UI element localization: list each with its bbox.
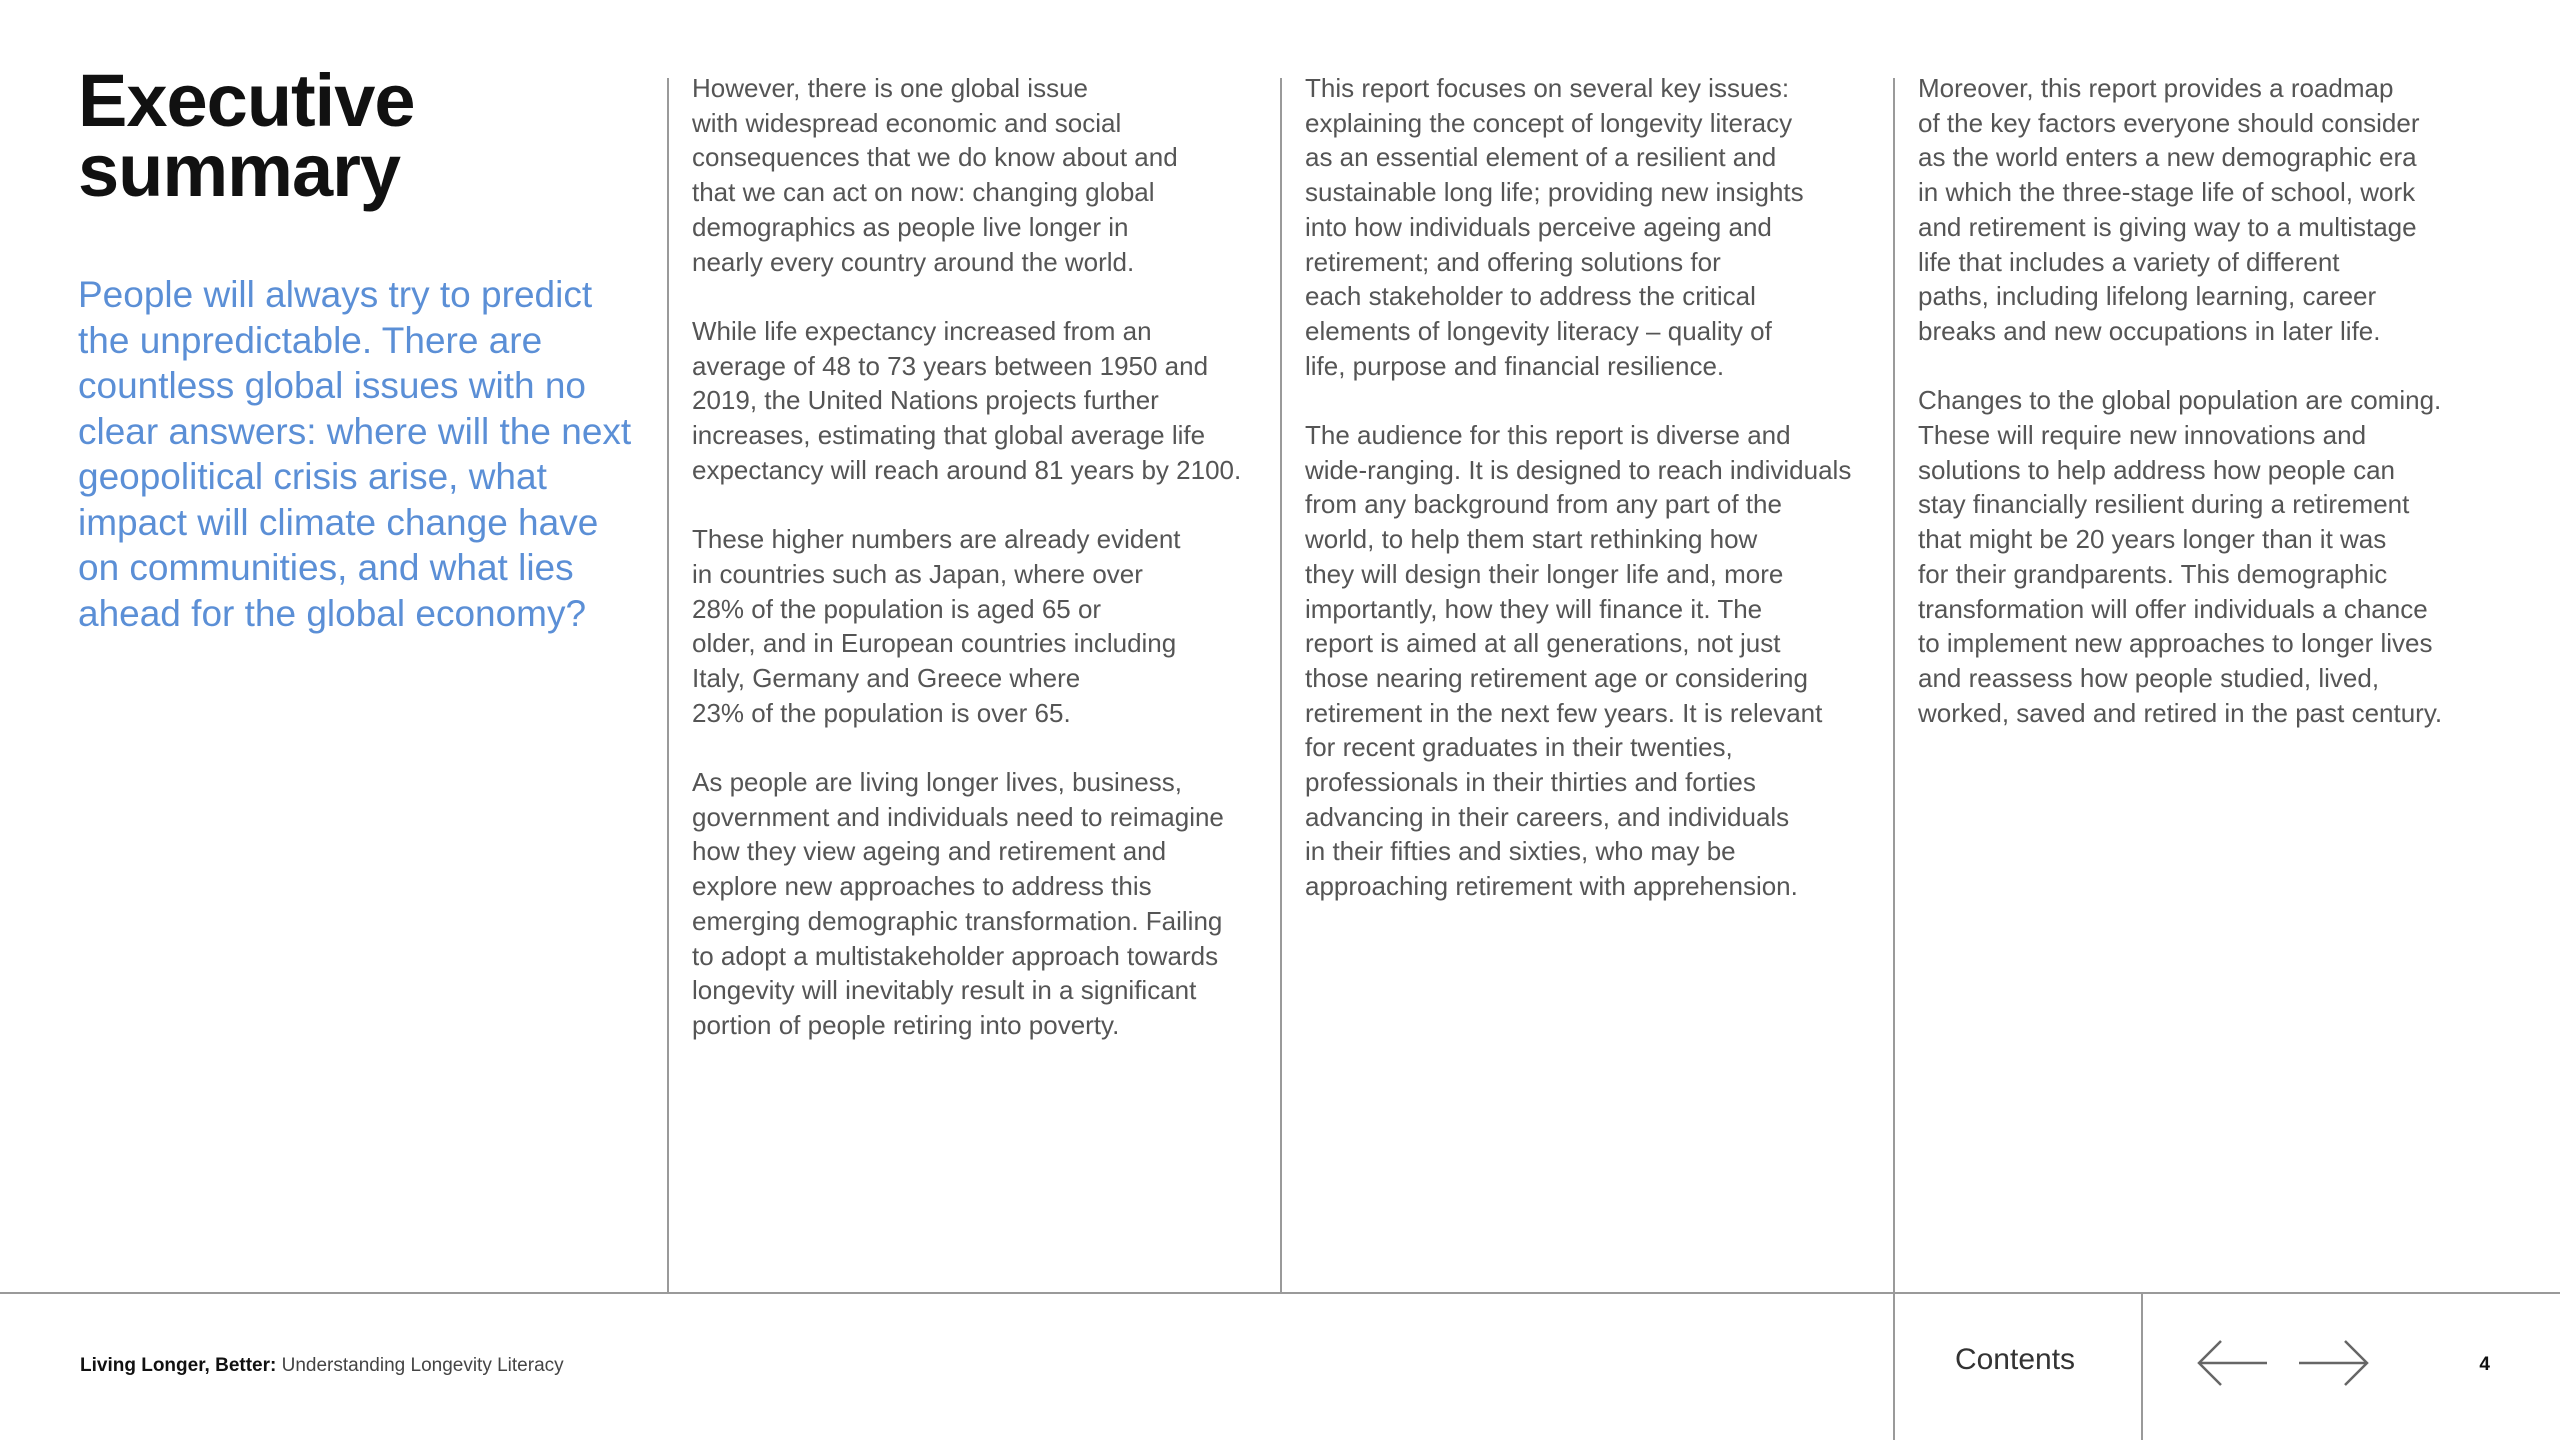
body-paragraph: As people are living longer lives, business, government and individuals need to reimagine how they view ageing and retirement and explore new approaches to address this emerging demographic transformation. Failing to adopt a multistakeholder approach towards longevity will inevitably result in a significant portion of people retiring into poverty. (692, 767, 1224, 1040)
footer-rule (0, 1292, 2560, 1294)
body-paragraph: Changes to the global population are coming. These will require new innovations and solutions to help address how people can stay financially resilient during a retirement that might be 20 years longer than it was for their grandparents. This demographic transformation will offer individuals a chance to implement new approaches to longer lives and reassess how people studied, lived, worked, saved and retired in the past century. (1918, 385, 2443, 728)
footer-divider (2141, 1292, 2143, 1440)
intro-paragraph: People will always try to predict the unpredictable. There are countless global issues with no clear answers: where will the next geopolitical crisis arise, what impact will climate change have on communities, and what lies ahead for the global economy? (78, 274, 632, 634)
left-column (78, 59, 638, 636)
arrow-right-icon[interactable] (2297, 1338, 2369, 1388)
publication-title (80, 1355, 564, 1377)
publication-title-bold: Living Longer, Better: (80, 1355, 277, 1376)
body-paragraph: This report focuses on several key issues: explaining the concept of longevity literacy as an essential element of a resilient and sustainable long life; providing new insights into how individuals perceive ageing and retirement; and offering solutions for each stakeholder to address the critical elements of longevity literacy – quality of life, purpose and financial resilience. (1305, 73, 1804, 381)
body-column-1 (692, 71, 1282, 1077)
body-paragraph: The audience for this report is diverse and wide-ranging. It is designed to reach individuals from any background from any part of the world, to help them start rethinking how they will design their longer life and, more importantly, how they will finance it. The report is aimed at all generations, not just those nearing retirement age or considering retirement in the next few years. It is relevant for recent graduates in their twenties, professionals in their thirties and forties advancing in their careers, and individuals in their fifties and sixties, who may be approaching retirement with apprehension. (1305, 420, 1852, 902)
body-paragraph: While life expectancy increased from an average of 48 to 73 years between 1950 and 2019, the United Nations projects further increases, estimating that global average life expectancy will reach around 81 years by 2100. (692, 315, 1242, 485)
contents-link[interactable]: Contents (1954, 1343, 2076, 1376)
body-paragraph: Moreover, this report provides a roadmap of the key factors everyone should consider as the world enters a new demographic era in which the three-stage life of school, work and retirement is giving way to a multistage life that includes a variety of different paths, including lifelong learning, career breaks and new occupations in later life. (1918, 73, 2420, 346)
page-title-line-2: summary (78, 129, 401, 212)
body-column-2 (1305, 71, 1895, 939)
arrow-left-icon[interactable] (2197, 1338, 2269, 1388)
body-paragraph: However, there is one global issue with widespread economic and social consequences that we do know about and that we can act on now: changing global demographics as people live longer in nearly every country around the world. (692, 73, 1178, 277)
body-paragraph: These higher numbers are already evident in countries such as Japan, where over 28% of the population is aged 65 or older, and in European countries including Italy, Germany and Greece where 23% of the population is over 65. (692, 524, 1181, 728)
page-title-line-1: Executive (78, 59, 415, 142)
body-column-3 (1918, 71, 2508, 765)
page-title (78, 59, 638, 212)
page-number: 4 (2479, 1354, 2490, 1375)
publication-subtitle: Understanding Longevity Literacy (276, 1355, 564, 1376)
column-divider-1 (667, 78, 669, 1292)
